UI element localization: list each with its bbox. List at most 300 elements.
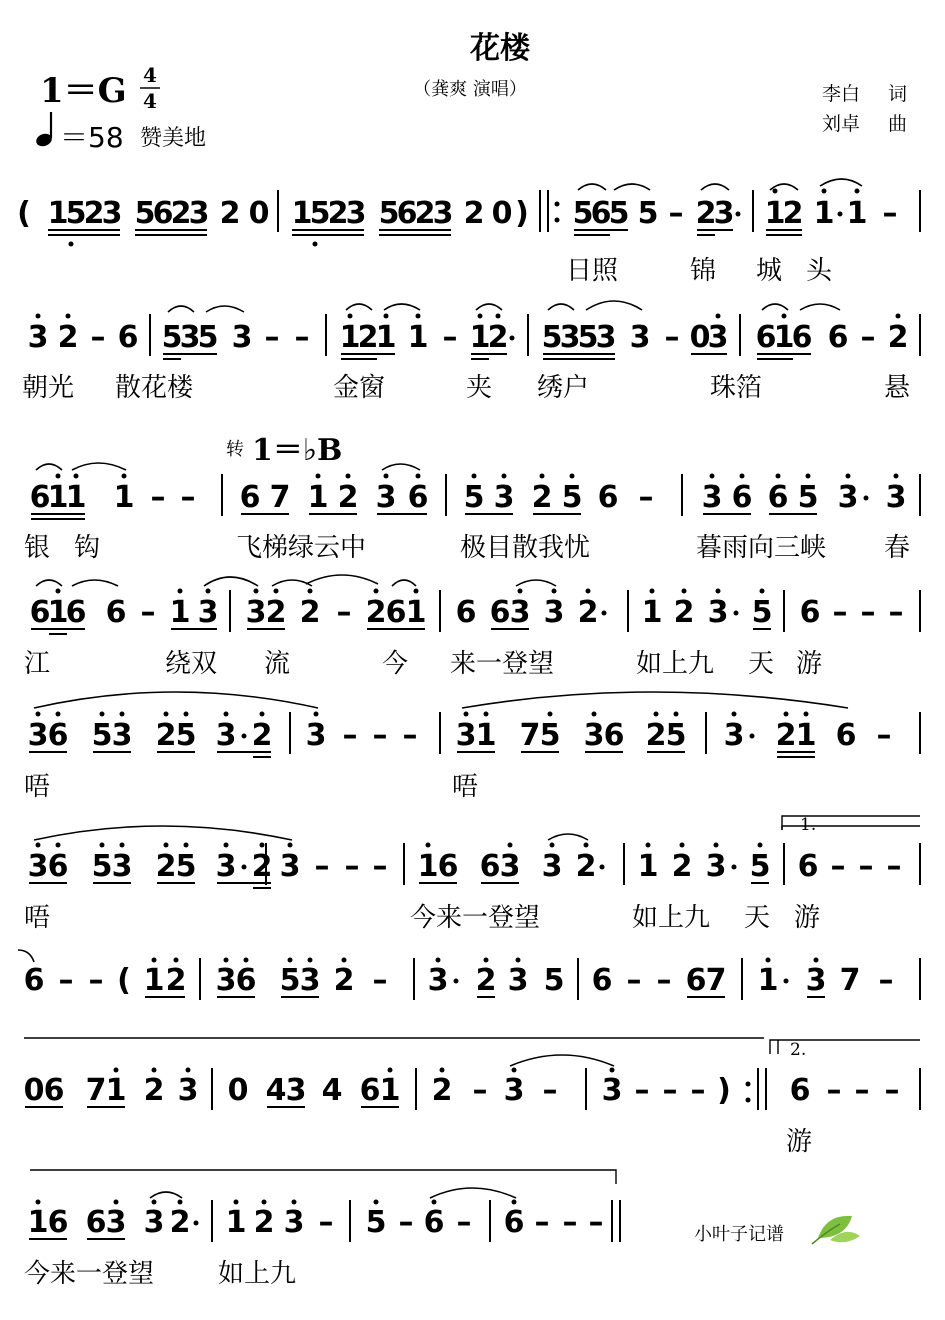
note: 5 [91, 849, 113, 884]
note: 2 [531, 480, 553, 515]
note: 2 [887, 320, 909, 355]
dash: – [858, 849, 874, 884]
dot [224, 958, 229, 963]
note: 6 [591, 963, 613, 998]
dash: – [664, 320, 680, 355]
dot [374, 1200, 379, 1205]
note: 6 [407, 480, 429, 515]
slur [168, 306, 194, 312]
note: ( [117, 963, 131, 998]
note: 3 [509, 595, 531, 630]
dot [206, 589, 211, 594]
dot [680, 843, 685, 848]
note: 6 [29, 595, 51, 630]
note: 6 [239, 480, 261, 515]
slur [204, 577, 258, 586]
note: 3 [375, 480, 397, 515]
dot [388, 1068, 393, 1073]
note: 7 [839, 963, 861, 998]
note: 6 [455, 595, 477, 630]
lyric: 唔 [24, 903, 51, 933]
slur [548, 304, 574, 310]
dot [510, 336, 515, 341]
slur [34, 692, 318, 708]
score-row-2 [28, 301, 920, 359]
dot [242, 865, 247, 870]
lyric: 夹 [466, 373, 493, 403]
lyric: 头 [806, 256, 833, 286]
note: 3 [707, 595, 729, 630]
dot [100, 843, 105, 848]
dot [586, 589, 591, 594]
dot [432, 1200, 437, 1205]
note: 0 [491, 196, 513, 231]
dash: – [876, 718, 892, 753]
note: 6 [797, 849, 819, 884]
dot [716, 314, 721, 319]
note: 2 [155, 718, 177, 753]
note: 1 [475, 718, 497, 753]
dot [782, 314, 787, 319]
dash: – [888, 595, 904, 630]
dot [242, 734, 247, 739]
dot [484, 712, 489, 717]
note: 5 [365, 1205, 387, 1240]
note: 2 [414, 196, 436, 231]
slur [762, 304, 788, 310]
note: 5 [378, 196, 400, 231]
note: 1 [846, 196, 868, 231]
dot [194, 1221, 199, 1226]
note: 3 [143, 1205, 165, 1240]
lyric: 城 [756, 256, 783, 286]
slur [701, 184, 729, 190]
slur [586, 301, 642, 310]
note: 1 [47, 595, 69, 630]
note: 3 [507, 963, 529, 998]
lyric: 唔 [452, 772, 479, 802]
dot [260, 712, 265, 717]
paren-open: ( [17, 196, 31, 231]
note: 2 [165, 963, 187, 998]
note: 3 [188, 196, 210, 231]
lyric: 金窗 [333, 373, 386, 403]
lyric: 游 [794, 903, 821, 933]
dot [552, 589, 557, 594]
note: 3 [299, 963, 321, 998]
dot [512, 1200, 517, 1205]
note: 5 [749, 849, 771, 884]
note: 3 [705, 849, 727, 884]
note: 3 [111, 849, 133, 884]
paren-close: ) [515, 196, 529, 231]
note: 6 [503, 1205, 525, 1240]
note: 5 [161, 320, 183, 355]
dot [440, 1068, 445, 1073]
lyrics-row-3 [24, 533, 910, 563]
note: 3 [215, 849, 237, 884]
score-row-9 [28, 1188, 620, 1242]
note: 2 [695, 196, 717, 231]
note: 6 [23, 963, 45, 998]
dot [314, 712, 319, 717]
note: 2 [337, 480, 359, 515]
dot [773, 189, 778, 194]
dot [36, 314, 41, 319]
dash: – [372, 718, 388, 753]
note: 5 [197, 320, 219, 355]
note: 2 [219, 196, 241, 231]
note: 3 [105, 1205, 127, 1240]
lyric: 江 [24, 649, 51, 679]
dot [584, 843, 589, 848]
score-row-1 [17, 179, 920, 247]
note: 5 [543, 963, 565, 998]
dash: – [826, 1073, 842, 1108]
dot [736, 212, 741, 217]
note: 5 [309, 196, 331, 231]
note: 6 [117, 320, 139, 355]
slur [820, 179, 862, 186]
note: – [668, 196, 684, 231]
expression-mark: 赞美地 [140, 126, 207, 151]
leaf-icon [812, 1216, 860, 1244]
note: 6 [437, 849, 459, 884]
dot [56, 474, 61, 479]
slur [72, 580, 118, 586]
dot [864, 496, 869, 501]
dot [600, 865, 605, 870]
dot [308, 958, 313, 963]
note: 3 [595, 320, 617, 355]
note: 6 [385, 595, 407, 630]
dot [288, 843, 293, 848]
lyric: 朝光 [22, 373, 75, 403]
note: 2 [155, 849, 177, 884]
dot [894, 474, 899, 479]
dash: – [88, 963, 104, 998]
dash: – [884, 1073, 900, 1108]
dot [184, 843, 189, 848]
note: 3 [713, 196, 735, 231]
dot [292, 1200, 297, 1205]
note: 6 [835, 718, 857, 753]
dot [646, 843, 651, 848]
dot [224, 843, 229, 848]
note: 1 [795, 718, 817, 753]
slur [36, 580, 62, 586]
note: 2 [671, 849, 693, 884]
score-row-4 [30, 575, 920, 634]
dash: – [472, 1073, 488, 1108]
score-header [34, 31, 907, 154]
note: 3 [432, 196, 454, 231]
lyric: 天 [744, 903, 771, 933]
dot [682, 589, 687, 594]
note: 1 [641, 595, 663, 630]
dot [178, 1200, 183, 1205]
note: 3 [177, 1073, 199, 1108]
note: 3 [285, 1073, 307, 1108]
dash: – [398, 1205, 414, 1240]
dot [766, 958, 771, 963]
slur [382, 464, 420, 470]
svg-text:转: 转 [226, 439, 244, 460]
dot [100, 712, 105, 717]
dot [384, 314, 389, 319]
lyric: 游 [796, 649, 823, 679]
dot [122, 474, 127, 479]
note: 2 [487, 320, 509, 355]
note: 6 [685, 963, 707, 998]
lyric: 日照 [566, 256, 619, 286]
note: 3 [723, 718, 745, 753]
note: 2 [299, 595, 321, 630]
dash: – [150, 480, 166, 515]
note: 3 [629, 320, 651, 355]
watermark [694, 1216, 860, 1245]
note: 3 [493, 480, 515, 515]
dot [436, 958, 441, 963]
note: 5 [665, 718, 687, 753]
note: 2 [57, 320, 79, 355]
lyric: 今来一登望 [410, 903, 541, 933]
dot [464, 712, 469, 717]
dot [114, 1200, 119, 1205]
note: 3 [701, 480, 723, 515]
note: 3 [885, 480, 907, 515]
note: 3 [805, 963, 827, 998]
dash: – [372, 849, 388, 884]
tempo-value: ＝58 [60, 121, 124, 154]
dot [746, 1098, 751, 1103]
dot [714, 843, 719, 848]
svg-text:小叶子记谱: 小叶子记谱 [694, 1224, 784, 1245]
note: 6 [791, 320, 813, 355]
dash: – [690, 1073, 706, 1108]
key-signature: 1＝G [40, 71, 127, 111]
note: 3 [837, 480, 859, 515]
note: 2 [575, 849, 597, 884]
dot [56, 589, 61, 594]
note: 3 [601, 1073, 623, 1108]
note: 3 [111, 718, 133, 753]
note: 5 [463, 480, 485, 515]
dot [502, 474, 507, 479]
dot [732, 712, 737, 717]
note: 2 [169, 1205, 191, 1240]
note: 3 [707, 320, 729, 355]
lyric: 钩 [74, 533, 101, 563]
svg-text:2.: 2. [790, 1040, 807, 1060]
dot [234, 1200, 239, 1205]
dot [152, 1068, 157, 1073]
note: 3 [215, 963, 237, 998]
note: 3 [583, 718, 605, 753]
note: 0 [227, 1073, 249, 1108]
score-row-6 [28, 826, 920, 888]
dot [472, 474, 477, 479]
dot [814, 958, 819, 963]
note: 3 [215, 718, 237, 753]
note: 3 [279, 849, 301, 884]
dot [416, 474, 421, 479]
dot [804, 712, 809, 717]
dot [740, 474, 745, 479]
slur [272, 580, 312, 586]
lyrics-row-1 [566, 256, 833, 286]
lyric: 如上九 [636, 649, 715, 679]
note: 3 [427, 963, 449, 998]
note: 5 [751, 595, 773, 630]
performer-credit: （龚爽 演唱） [413, 79, 527, 100]
dash: – [344, 849, 360, 884]
note: 2 [365, 595, 387, 630]
slur [800, 304, 840, 310]
note: 1 [637, 849, 659, 884]
note: 5 [134, 196, 156, 231]
svg-text:1＝♭B: 1＝♭B [252, 433, 343, 468]
dot [426, 843, 431, 848]
dash: – [534, 1205, 550, 1240]
dash: – [542, 1073, 558, 1108]
note: 5 [577, 320, 599, 355]
note: 5 [797, 480, 819, 515]
dash: – [442, 320, 458, 355]
slur [346, 304, 372, 310]
note: 1 [417, 849, 439, 884]
note: 7 [519, 718, 541, 753]
note: 3 [101, 196, 123, 231]
lyric: 悬 [884, 373, 911, 403]
lyric: 飞梯绿云中 [236, 533, 367, 563]
note: 1 [757, 963, 779, 998]
note: 6 [827, 320, 849, 355]
volta-first-ending [782, 815, 920, 835]
score-row-5 [28, 692, 920, 757]
dot [254, 589, 259, 594]
dash: – [634, 1073, 650, 1108]
dot [184, 712, 189, 717]
slur [516, 580, 556, 586]
dot [348, 314, 353, 319]
dash: – [402, 718, 418, 753]
score-row-7 [18, 950, 920, 1060]
lyric: 唔 [24, 772, 51, 802]
note: 1 [47, 196, 69, 231]
note: 4 [265, 1073, 287, 1108]
dot [69, 242, 74, 247]
dot [838, 212, 843, 217]
note: 6 [43, 1073, 65, 1108]
lyrics-row-9 [24, 1259, 296, 1289]
composer-role: 曲 [888, 113, 908, 135]
quarter-note-icon [34, 112, 53, 148]
note: 0 [23, 1073, 45, 1108]
note: 6 [731, 480, 753, 515]
note: 3 [27, 718, 49, 753]
note: 1 [469, 320, 491, 355]
lyric: 今 [382, 649, 409, 679]
slur [548, 834, 588, 840]
dot [316, 474, 321, 479]
dot [174, 958, 179, 963]
lyric: 极目散我忧 [460, 533, 591, 563]
note: 2 [143, 1073, 165, 1108]
note: 5 [539, 718, 561, 753]
lyric: 如上九 [218, 1259, 297, 1289]
dot [822, 189, 827, 194]
dash: – [886, 849, 902, 884]
note: 3 [499, 849, 521, 884]
dot [384, 474, 389, 479]
dash: – [342, 718, 358, 753]
lyric: 绣户 [537, 373, 590, 403]
note: 0 [248, 196, 270, 231]
dot [164, 712, 169, 717]
note: 3 [179, 320, 201, 355]
dot [478, 314, 483, 319]
note: 6 [603, 718, 625, 753]
slur [306, 575, 378, 584]
dot [548, 712, 553, 717]
dash: – [180, 480, 196, 515]
lyric: 珠箔 [710, 373, 763, 403]
note: 5 [637, 196, 659, 231]
note: 3 [345, 196, 367, 231]
note: 1 [47, 480, 69, 515]
slur [150, 1192, 182, 1198]
lyric: 如上九 [632, 903, 711, 933]
dash: – [638, 480, 654, 515]
note: 6 [799, 595, 821, 630]
dot [758, 843, 763, 848]
lyric: 流 [264, 649, 291, 679]
dot [716, 589, 721, 594]
dot [120, 712, 125, 717]
dot [66, 314, 71, 319]
lyric: 锦 [690, 256, 717, 286]
lyrics-row-5 [24, 772, 478, 802]
note: 3 [231, 320, 253, 355]
note: 2 [251, 849, 273, 884]
note: 0 [689, 320, 711, 355]
note: 6 [47, 849, 69, 884]
note: ) [717, 1073, 731, 1108]
key-modulation [226, 433, 342, 468]
note: 3 [503, 1073, 525, 1108]
note: 3 [245, 595, 267, 630]
lyric: 游 [786, 1127, 813, 1157]
lyric: 散花楼 [115, 373, 194, 403]
lyricist-name: 李白 [822, 83, 861, 105]
dot [555, 218, 560, 223]
dot [602, 611, 607, 616]
dot [784, 979, 789, 984]
dot [152, 1200, 157, 1205]
lyric: 暮雨向三峡 [696, 533, 827, 563]
dash: – [860, 595, 876, 630]
note: 6 [597, 480, 619, 515]
note: 2 [475, 963, 497, 998]
note: 2 [357, 320, 379, 355]
dot [416, 314, 421, 319]
dash: – [588, 1205, 604, 1240]
svg-text:1.: 1. [800, 815, 817, 835]
dot [374, 589, 379, 594]
dot [262, 1200, 267, 1205]
lyricist-role: 词 [888, 83, 908, 105]
